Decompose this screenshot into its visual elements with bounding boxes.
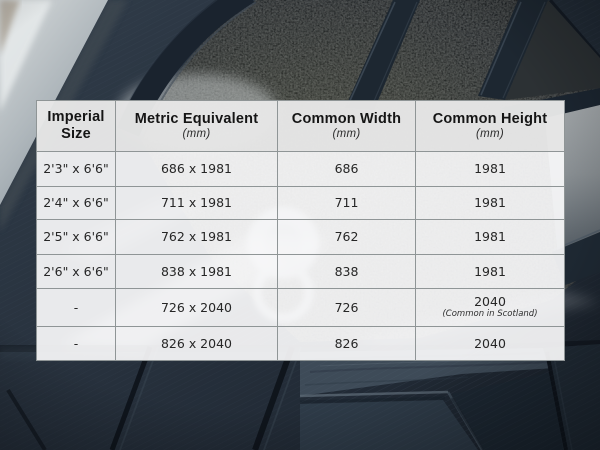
- cell-common-width: 686: [278, 152, 416, 187]
- table-row: [37, 152, 565, 187]
- header-unit: (mm): [475, 128, 505, 141]
- cell-imperial: 2'5" x 6'6": [37, 220, 116, 255]
- header-cell-common-width: [278, 101, 416, 152]
- cell-metric: 686 x 1981: [116, 152, 278, 187]
- door-size-table: [36, 100, 565, 361]
- header-label: Common Width: [291, 110, 402, 127]
- cell-metric: 838 x 1981: [116, 255, 278, 289]
- cell-common-width: 711: [278, 187, 416, 220]
- header-cell-common-height: [416, 101, 565, 152]
- table-row: [37, 220, 565, 255]
- cell-metric: 711 x 1981: [116, 187, 278, 220]
- cell-common-height: 2040: [416, 327, 565, 361]
- table-header: [37, 101, 565, 152]
- table-row: [37, 327, 565, 361]
- cell-metric: 826 x 2040: [116, 327, 278, 361]
- header-unit: (mm): [182, 128, 211, 141]
- table-row: [37, 289, 565, 327]
- cell-imperial: -: [37, 327, 116, 361]
- header-label: Common Height: [432, 110, 548, 127]
- table-row: [37, 187, 565, 220]
- header-cell-metric-equivalent: [116, 101, 278, 152]
- cell-common-height: 1981: [416, 255, 565, 289]
- cell-common-width: 726: [278, 289, 416, 327]
- cell-common-height: 1981: [416, 220, 565, 255]
- cell-common-width: 826: [278, 327, 416, 361]
- cell-imperial: 2'4" x 6'6": [37, 187, 116, 220]
- header-unit: (mm): [332, 128, 361, 141]
- cell-common-width: 838: [278, 255, 416, 289]
- header-label: Imperial Size: [47, 109, 105, 142]
- cell-imperial: 2'6" x 6'6": [37, 255, 116, 289]
- cell-common-height: 1981: [416, 152, 565, 187]
- cell-imperial: -: [37, 289, 116, 327]
- cell-common-width: 762: [278, 220, 416, 255]
- cell-metric: 726 x 2040: [116, 289, 278, 327]
- cell-common-height: 1981: [416, 187, 565, 220]
- header-label: Metric Equivalent: [134, 110, 259, 127]
- cell-common-height: 2040 (Common in Scotland): [416, 289, 565, 327]
- height-note: (Common in Scotland): [442, 308, 538, 319]
- cell-imperial: 2'3" x 6'6": [37, 152, 116, 187]
- table-row: [37, 255, 565, 289]
- cell-metric: 762 x 1981: [116, 220, 278, 255]
- header-cell-imperial-size: [37, 101, 116, 152]
